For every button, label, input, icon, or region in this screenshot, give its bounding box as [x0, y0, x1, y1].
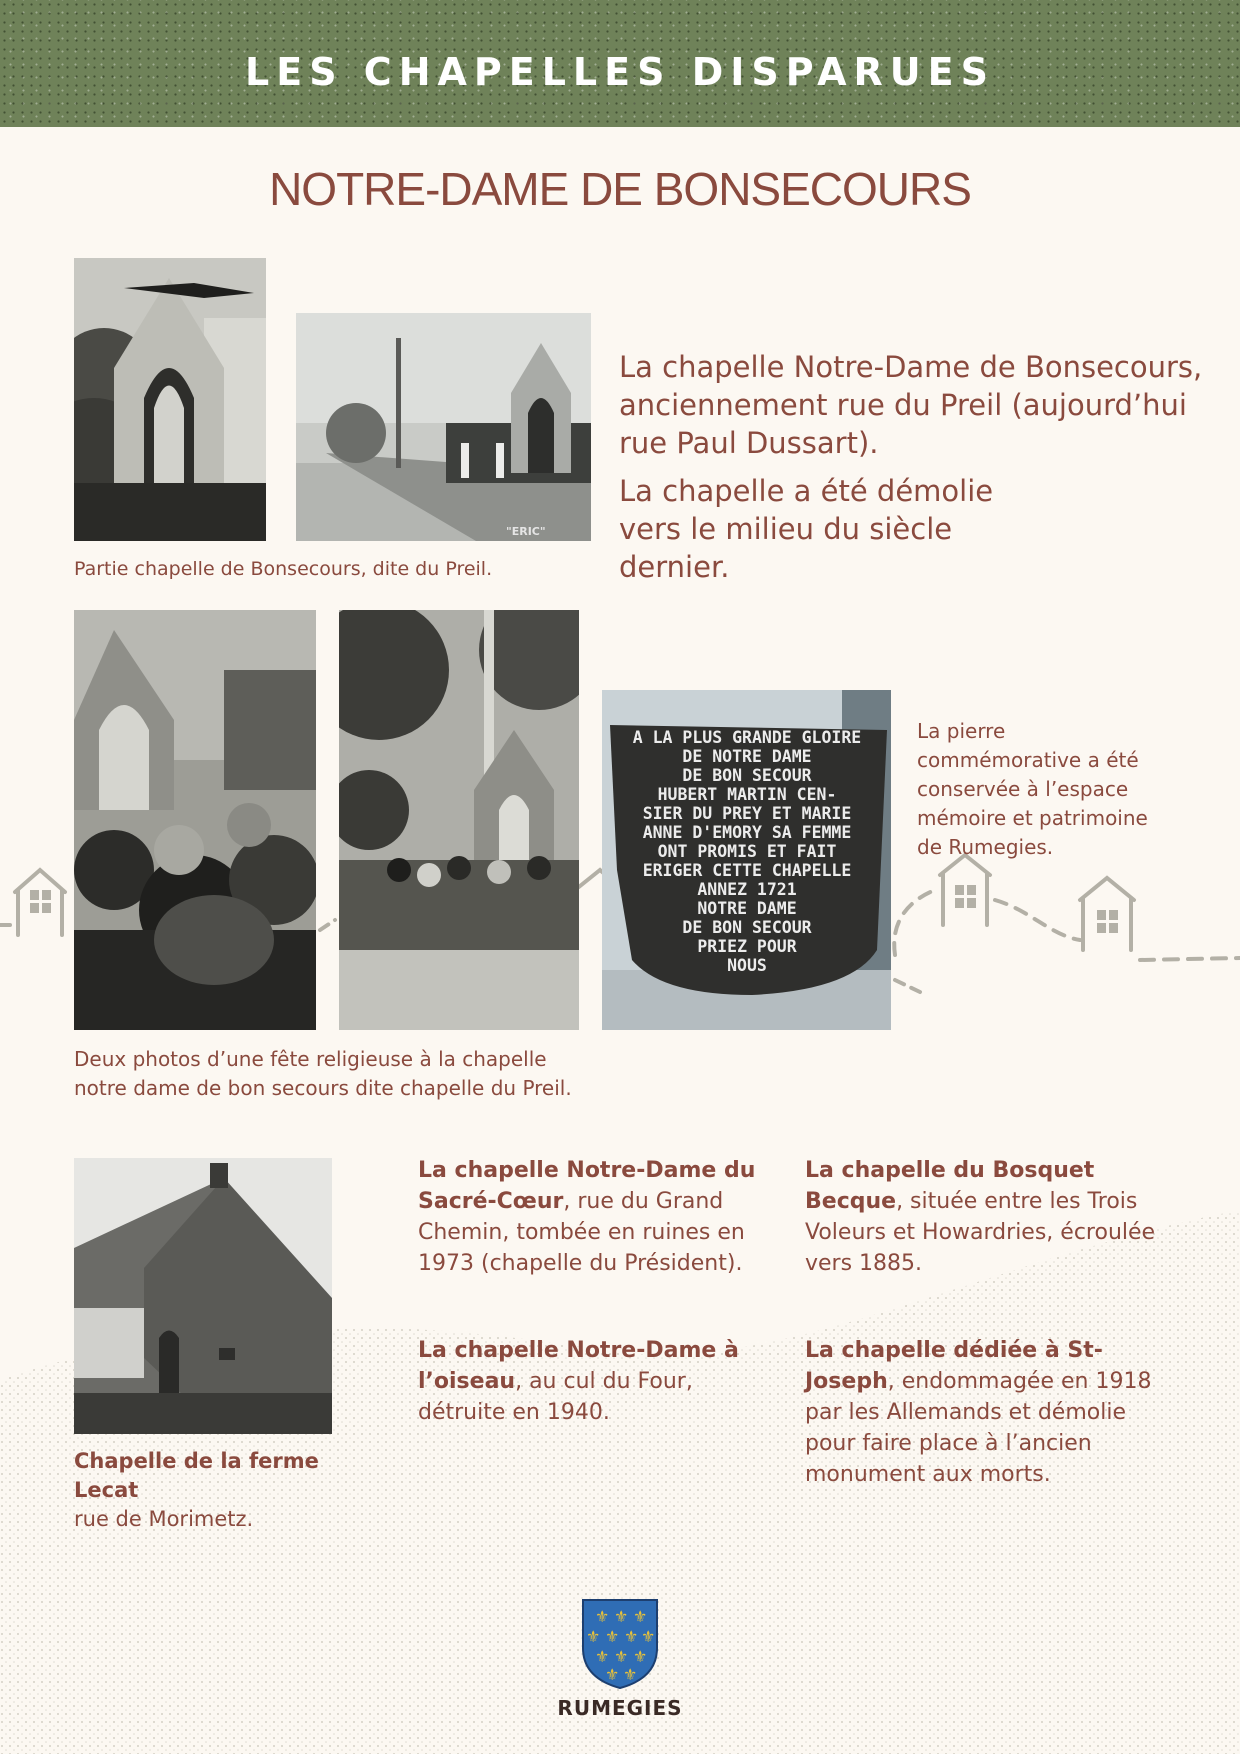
- inscription-line: PRIEZ POUR: [697, 937, 797, 956]
- chapel-name: La chapelle Notre-Dame à l’oiseau: [418, 1338, 739, 1394]
- chapel-entry-sacre-coeur: [418, 1155, 763, 1279]
- svg-text:⚜: ⚜: [605, 1627, 620, 1646]
- stone-inscription: [612, 728, 882, 975]
- svg-text:⚜: ⚜: [614, 1647, 629, 1666]
- page-title: NOTRE-DAME DE BONSECOURS: [269, 163, 971, 215]
- chapel-entry-oiseau: [418, 1335, 763, 1428]
- chapel-name: La chapelle dédiée à St-Joseph: [805, 1338, 1103, 1394]
- top-photos-caption: Partie chapelle de Bonsecours, dite du Preil.: [74, 558, 493, 580]
- farm-chapel-caption-title: Chapelle de la ferme Lecat: [74, 1449, 319, 1502]
- svg-text:⚜: ⚜: [633, 1607, 648, 1626]
- photo-commemorative-stone: [602, 690, 891, 1030]
- inscription-line: HUBERT MARTIN CEN-: [657, 785, 837, 804]
- intro-paragraph-2: La chapelle a été démolie vers le milieu du siècle dernier.: [619, 474, 994, 584]
- chapel-description: , située entre les Trois Voleurs et Howardries, écroulée vers 1885.: [805, 1189, 1156, 1276]
- inscription-line: DE BON SECOUR: [682, 766, 812, 785]
- farm-chapel-caption-street: rue de Morimetz.: [74, 1507, 254, 1531]
- header-banner: [0, 0, 1240, 127]
- inscription-line: NOUS: [727, 956, 767, 975]
- chapel-entry-bosquet: [805, 1155, 1165, 1279]
- commune-name: RUMEGIES: [557, 1696, 683, 1720]
- chapel-name: La chapelle du Bosquet Becque: [805, 1158, 1095, 1214]
- inscription-line: ANNEZ 1721: [697, 880, 797, 899]
- rumegies-crest-icon: [581, 1598, 659, 1690]
- inscription-line: A LA PLUS GRANDE GLOIRE: [632, 728, 862, 747]
- svg-text:⚜: ⚜: [586, 1627, 601, 1646]
- svg-text:⚜: ⚜: [624, 1627, 639, 1646]
- photo-postcard-street: [296, 313, 591, 541]
- header-title: LES CHAPELLES DISPARUES: [245, 50, 995, 94]
- svg-text:⚜: ⚜: [641, 1627, 656, 1646]
- chapel-description: , rue du Grand Chemin, tombée en ruines en 1973 (chapelle du Président).: [418, 1189, 745, 1276]
- inscription-line: SIER DU PREY ET MARIE: [642, 804, 852, 823]
- svg-text:⚜: ⚜: [614, 1607, 629, 1626]
- inscription-line: ANNE D'EMORY SA FEMME: [642, 823, 852, 842]
- farm-chapel-caption: [74, 1447, 374, 1534]
- svg-text:⚜: ⚜: [605, 1665, 620, 1684]
- photo-farm-chapel: [74, 1158, 332, 1434]
- svg-text:⚜: ⚜: [623, 1665, 638, 1684]
- photo-chapel-gable: [74, 258, 266, 541]
- postcard-stamp: "ERIC": [506, 525, 546, 538]
- svg-text:⚜: ⚜: [595, 1647, 610, 1666]
- chapel-description: , au cul du Four, détruite en 1940.: [418, 1369, 693, 1425]
- stone-caption: La pierre commémorative a été conservée à l’espace mémoire et patrimoine de Rumegies.: [917, 719, 1148, 859]
- intro-text: [619, 348, 1219, 596]
- inscription-line: NOTRE DAME: [697, 899, 797, 918]
- photo-religious-feast-crowd: [74, 610, 316, 1030]
- inscription-line: DE BON SECOUR: [682, 918, 812, 937]
- intro-paragraph-1: La chapelle Notre-Dame de Bonsecours, anciennement rue du Preil (aujourd’hui rue Paul Dussart).: [619, 350, 1203, 460]
- photo-religious-feast-procession: [339, 610, 579, 1030]
- chapel-name: La chapelle Notre-Dame du Sacré-Cœur: [418, 1158, 756, 1214]
- inscription-line: DE NOTRE DAME: [682, 747, 812, 766]
- middle-photos-caption: Deux photos d’une fête religieuse à la chapelle notre dame de bon secours dite chapelle du Preil.: [74, 1047, 572, 1100]
- inscription-line: ONT PROMIS ET FAIT: [657, 842, 837, 861]
- chapel-entry-st-joseph: [805, 1335, 1170, 1490]
- svg-text:⚜: ⚜: [633, 1647, 648, 1666]
- svg-text:⚜: ⚜: [595, 1607, 610, 1626]
- inscription-line: ERIGER CETTE CHAPELLE: [642, 861, 852, 880]
- chapel-description: , endommagée en 1918 par les Allemands et démolie pour faire place à l’ancien monument aux morts.: [805, 1369, 1152, 1487]
